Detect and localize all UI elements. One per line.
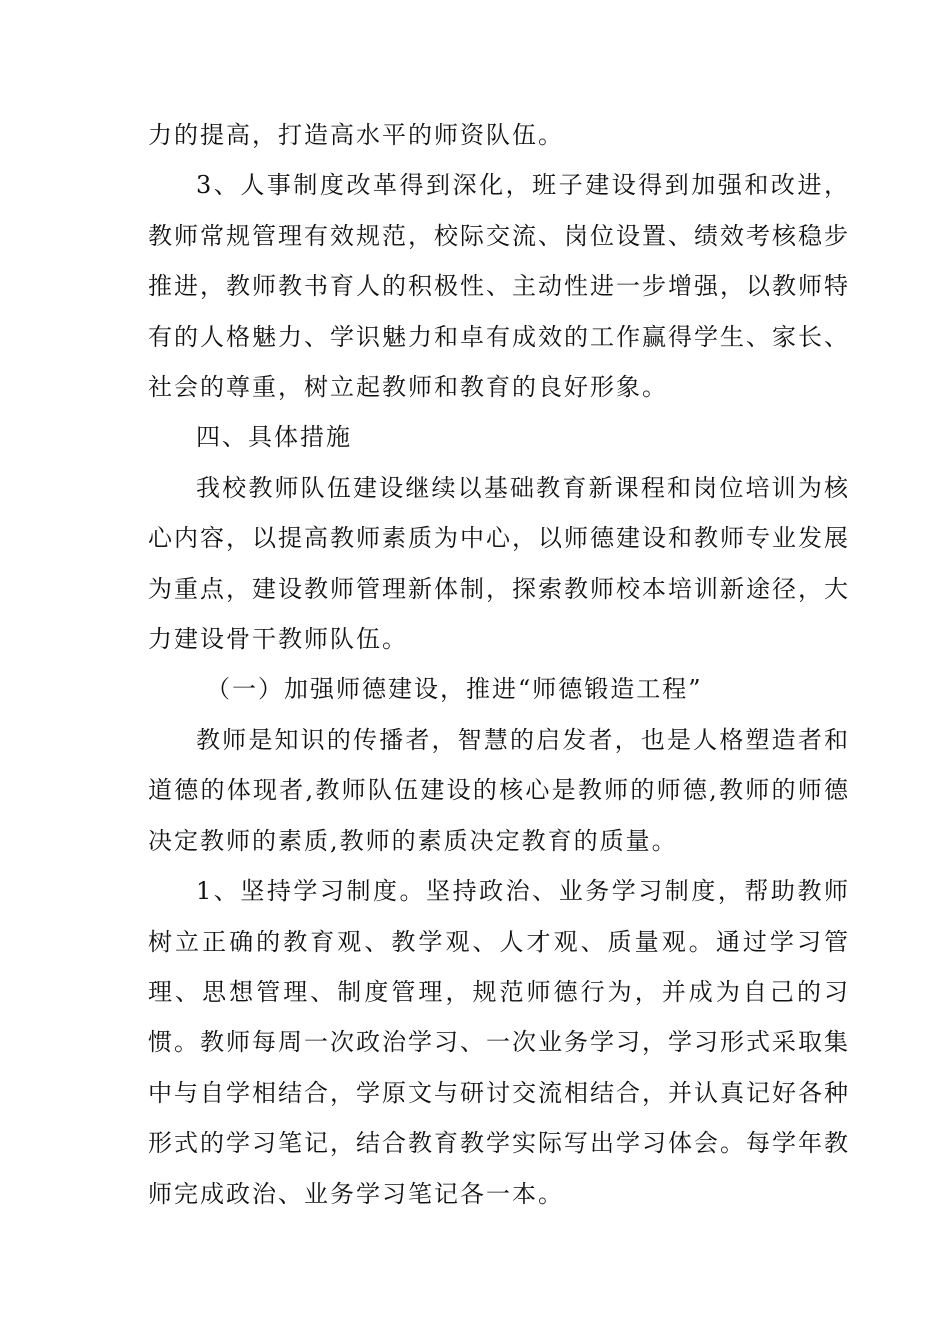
paragraph-ethics-core: 教师是知识的传播者，智慧的启发者，也是人格塑造者和道德的体现者,教师队伍建设的核心是教师的师德,教师的师德决定教师的素质,教师的素质决定教育的质量。: [148, 725, 850, 855]
paragraph-study-system: 1、坚持学习制度。坚持政治、业务学习制度，帮助教师树立正确的教育观、教学观、人才观、质量观。通过学习管理、思想管理、制度管理，规范师德行为，并成为自己的习惯。教师每周一次政治学习、一次业务学习，学习形式采取集中与自学相结合，学原文与研讨交流相结合，并认真记好各种形式的学习笔记，结合教育教学实际写出学习体会。每学年教师完成政治、业务学习笔记各一本。: [148, 877, 850, 1208]
document-body: [148, 110, 850, 1219]
paragraph-team-building: 我校教师队伍建设继续以基础教育新课程和岗位培训为核心内容，以提高教师素质为中心，以师德建设和教师专业发展为重点，建设教师管理新体制，探索教师校本培训新途径，大力建设骨干教师队伍。: [148, 473, 850, 654]
paragraph-personnel-reform: 3、人事制度改革得到深化，班子建设得到加强和改进，教师常规管理有效规范，校际交流、岗位设置、绩效考核稳步推进，教师教书育人的积极性、主动性进一步增强，以教师特有的人格魅力、学识魅力和卓有成效的工作赢得学生、家长、社会的尊重，树立起教师和教育的良好形象。: [148, 171, 850, 402]
paragraph-continuation: 力的提高，打造高水平的师资队伍。: [148, 121, 564, 149]
subsection-heading-ethics: （一）加强师德建设，推进“师德锻造工程”: [206, 675, 703, 704]
section-heading-measures: 四、具体措施: [196, 423, 352, 452]
